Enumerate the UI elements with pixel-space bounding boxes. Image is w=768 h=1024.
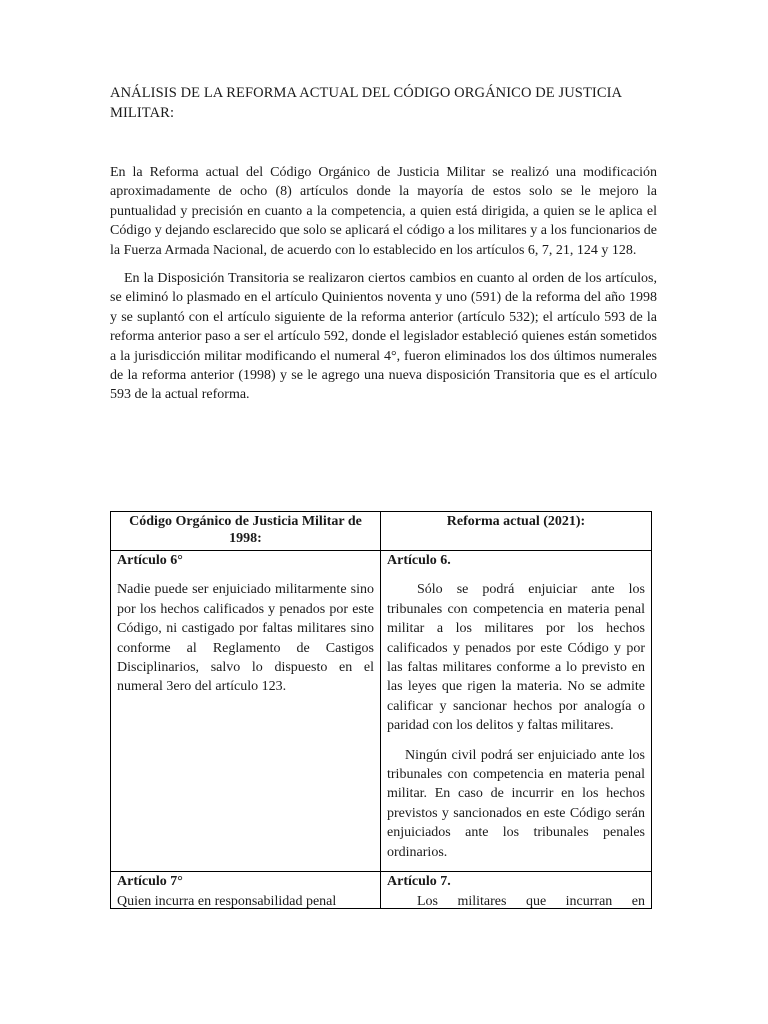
- cell-article-6-1998: [111, 551, 381, 872]
- article-text: Sólo se podrá enjuiciar ante los tribunales con competencia en materia penal militar a los militares por los hechos calificados y penados por este Código y por las faltas militares conforme a lo previsto en las leyes que rigen la materia. No se admite calificar y sancionar hechos por analogía o paridad con los delitos y faltas militares.: [387, 582, 645, 734]
- cell-article-7-2021: [381, 872, 652, 909]
- article-text: Quien incurra en responsabilidad penal: [117, 893, 337, 909]
- article-title: Artículo 6.: [387, 553, 451, 568]
- table-row: [111, 551, 652, 872]
- document-title: ANÁLISIS DE LA REFORMA ACTUAL DEL CÓDIGO ORGÁNICO DE JUSTICIA MILITAR:: [110, 85, 622, 121]
- table-row: [111, 872, 652, 909]
- article-title: Artículo 7.: [387, 874, 451, 890]
- article-text: Nadie puede ser enjuiciado militarmente sino por los hechos calificados y penados por este Código, ni castigado por faltas militares sino conforme al Reglamento de Castigos Disciplinarios, salvo lo dispuesto en el numeral 3ero del artículo 123.: [117, 582, 374, 695]
- table-header-row: [111, 512, 652, 551]
- header-code-1998: Código Orgánico de Justicia Militar de 1998:: [111, 512, 381, 551]
- cell-article-6-2021: [381, 551, 652, 872]
- document-page: [110, 84, 657, 405]
- paragraph-transitory-provision: En la Disposición Transitoria se realizaron ciertos cambios en cuanto al orden de los artículos, se eliminó lo plasmado en el artículo Quinientos noventa y uno (591) de la reforma del año 1998 y se suplantó con el artículo siguiente de la reforma anterior (artículo 532); el artículo 593 de la reforma anterior paso a ser el artículo 592, donde el legislador estableció quienes están sometidos a la jurisdicción militar modificando el numeral 4°, fueron eliminados los dos últimos numerales de la reforma anterior (1998) y se le agrego una nueva disposición Transitoria que es el artículo 593 de la actual reforma.: [110, 271, 657, 403]
- article-text: Ningún civil podrá ser enjuiciado ante los tribunales con competencia en materia penal militar. En caso de incurrir en los hechos previstos y sancionados en este Código serán enjuiciados ante los tribunales penales ordinarios.: [387, 747, 645, 860]
- article-text: Los militares que incurran en: [417, 893, 645, 909]
- cell-article-7-1998: [111, 872, 381, 909]
- paragraph-reform-summary: En la Reforma actual del Código Orgánico de Justicia Militar se realizó una modificación aproximadamente de ocho (8) artículos donde la mayoría de estos solo se le mejoro la puntualidad y precisión en cuanto a la competencia, a quien está dirigida, a quien se le aplica el Código y dejando esclarecido que solo se aplicará el código a los militares y a los funcionarios de la Fuerza Armada Nacional, de acuerdo con lo establecido en los artículos 6, 7, 21, 124 y 128.: [110, 165, 658, 258]
- article-title: Artículo 6°: [117, 553, 183, 568]
- article-title: Artículo 7°: [117, 874, 183, 890]
- header-reform-2021: Reforma actual (2021):: [381, 512, 652, 551]
- comparison-table: [110, 511, 652, 909]
